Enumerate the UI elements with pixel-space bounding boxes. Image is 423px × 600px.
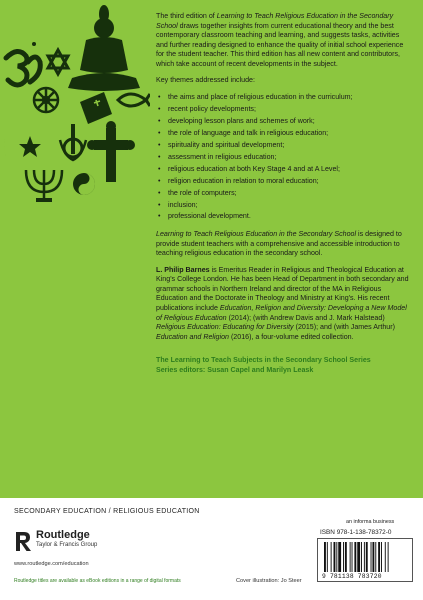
list-item: • professional development. — [156, 212, 411, 222]
barcode-digits: 9 781138 783720 — [322, 573, 382, 580]
list-item: • assessment in religious education; — [156, 153, 411, 163]
barcode-bars-icon — [322, 542, 410, 572]
author-paragraph: L. Philip Barnes is Emeritus Reader in Religious and Theological Education at King's College London. He has been Head of Department in both secondary and grammar schools in Northern Ireland and director of the MA in Religious Education and the Doctorate in Theology and Ministry at King's. His recent publications include Education, Religion and Diversity: Developing a New Model of Religious Education (2014); (with Andrew Davis and J. Mark Halstead) Religious Education: Educating for Diversity (2015); and (with James Arthur) Education and Religion (2016), a four-volume edited collection. — [156, 265, 409, 341]
back-cover-blurb — [156, 12, 411, 349]
routledge-r-icon — [14, 530, 32, 552]
buddha-icon — [68, 5, 140, 91]
crescent-star-icon — [4, 120, 41, 172]
ebook-note: Routledge titles are available as eBook editions in a range of digital formats — [14, 578, 181, 584]
list-item: • recent policy developments; — [156, 105, 411, 115]
series-title: The Learning to Teach Subjects in the Secondary School Series — [156, 356, 371, 364]
publisher-name: Routledge — [36, 529, 90, 541]
publisher-group: Taylor & Francis Group — [36, 542, 98, 548]
list-item: • the role of computers; — [156, 189, 411, 199]
intro-paragraph: The third edition of Learning to Teach Religious Education in the Secondary School draws together insights from current educational theory and the best contemporary classroom teaching and learning, and suggests tasks, activities and further reading designed to enhance the quality of initial school experience for the student teacher. This third edition has all new content and contributors, which take account of recent developments in the subject. — [156, 12, 404, 68]
list-item: • religion education in relation to moral education; — [156, 177, 411, 187]
yin-yang-icon — [73, 173, 95, 195]
list-item: • the aims and place of religious education in the curriculum; — [156, 93, 411, 103]
religious-symbols-illustration — [0, 0, 150, 210]
ichthys-fish-icon — [118, 94, 150, 106]
isbn-label: ISBN 978-1-138-78372-0 — [320, 529, 392, 536]
series-info — [156, 356, 411, 375]
list-item: • developing lesson plans and schemes of work; — [156, 117, 411, 127]
bible-icon — [80, 92, 112, 124]
cover-illustration-credit: Cover illustration: Jo Steer — [236, 578, 302, 584]
purpose-paragraph: Learning to Teach Religious Education in the Secondary School is designed to provide student teachers with a comprehensive and accessible introduction to teaching religious education in the secondary school. — [156, 230, 402, 258]
menorah-icon — [26, 170, 62, 200]
star-of-david-icon — [48, 50, 68, 74]
book-title-italic: Learning to Teach Religious Education in the Secondary School — [156, 12, 394, 30]
isbn-barcode — [317, 538, 413, 582]
author-name: L. Philip Barnes — [156, 265, 210, 274]
themes-heading: Key themes addressed include: — [156, 76, 255, 85]
informa-business-tag: an informa business — [346, 519, 395, 525]
dharma-wheel-icon — [34, 88, 58, 112]
themes-list — [156, 93, 411, 222]
series-editors: Series editors: Susan Capel and Marilyn Leask — [156, 365, 314, 374]
publisher-logo — [14, 528, 194, 556]
publisher-url[interactable]: www.routledge.com/education — [14, 561, 89, 567]
subject-category: SECONDARY EDUCATION / RELIGIOUS EDUCATION — [14, 508, 200, 515]
om-icon — [6, 42, 40, 85]
sikh-khanda-icon — [60, 124, 86, 160]
list-item: • religious education at both Key Stage 4 and at A Level; — [156, 165, 411, 175]
list-item: • the role of language and talk in religious education; — [156, 129, 411, 139]
cross-icon — [87, 121, 135, 182]
list-item: • spirituality and spiritual development; — [156, 141, 411, 151]
list-item: • inclusion; — [156, 201, 411, 211]
